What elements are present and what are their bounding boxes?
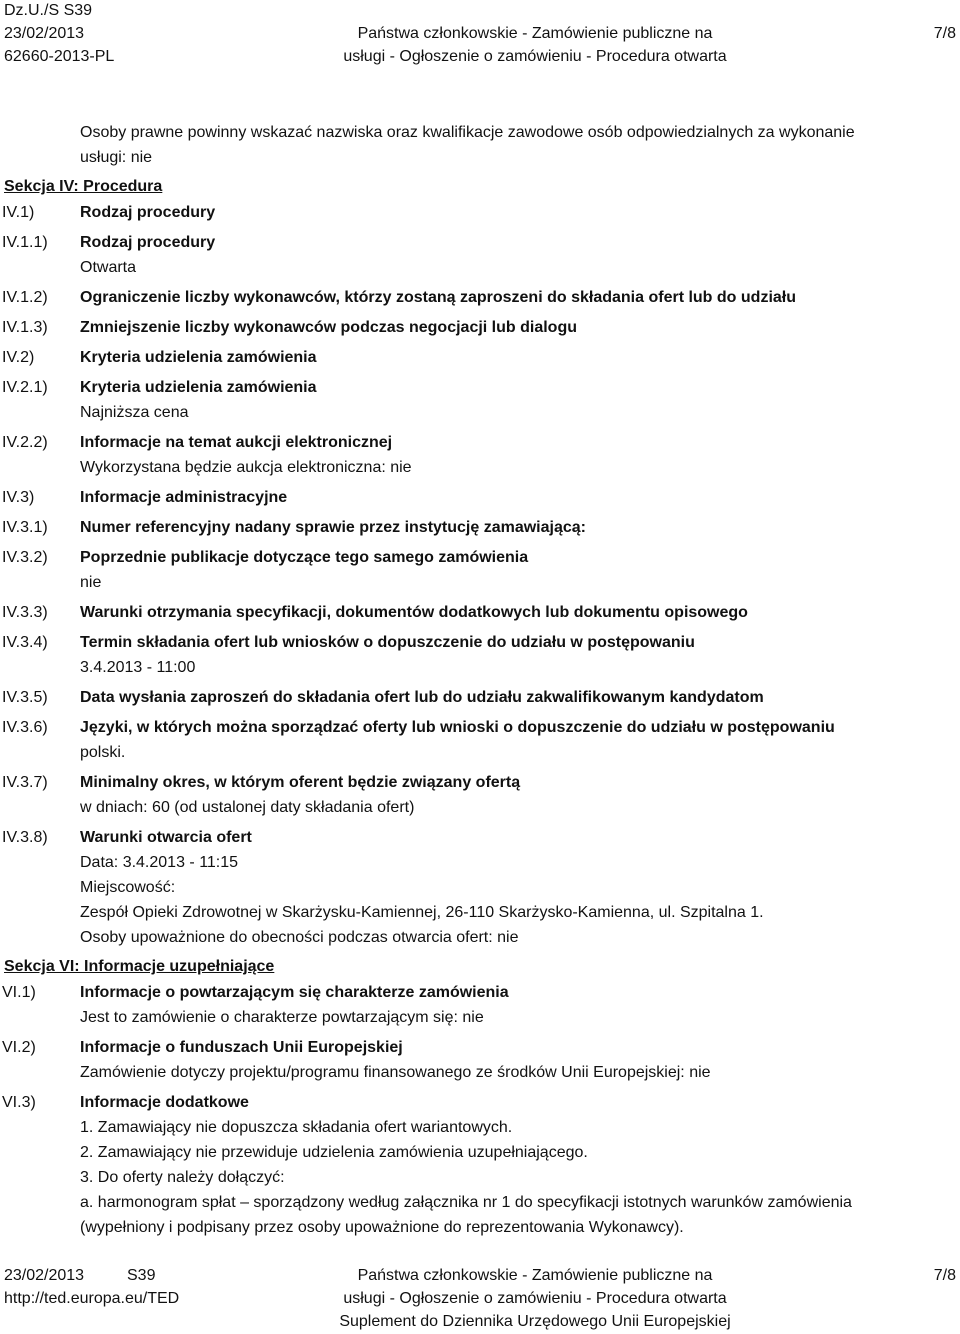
- item-heading: Kryteria udzielenia zamówienia: [80, 379, 317, 396]
- item-heading: Warunki otrzymania specyfikacji, dokumentów dodatkowych lub dokumentu opisowego: [80, 604, 748, 621]
- item-body: [80, 715, 960, 765]
- section-item: [0, 685, 960, 710]
- item-body: [80, 980, 960, 1030]
- item-number: IV.3.7): [2, 774, 48, 791]
- item-detail: 2. Zamawiający nie przewiduje udzielenia zamówienia uzupełniającego.: [80, 1144, 588, 1161]
- item-detail: (wypełniony i podpisany przez osoby upoważnione do reprezentowania Wykonawcy).: [80, 1219, 684, 1236]
- header-title-1: Państwa członkowskie - Zamówienie publiczne na: [357, 25, 713, 42]
- item-heading: Poprzednie publikacje dotyczące tego samego zamówienia: [80, 549, 529, 566]
- item-body: [80, 1035, 960, 1085]
- section-6-list: [0, 980, 960, 1240]
- item-detail: w dniach: 60 (od ustalonej daty składania ofert): [80, 799, 415, 816]
- item-number: IV.1.3): [2, 319, 48, 336]
- item-number: IV.3): [2, 489, 35, 506]
- section-item: [0, 485, 960, 510]
- header-page-number: 7/8: [933, 25, 956, 42]
- item-heading: Data wysłania zaproszeń do składania ofert lub do udziału zakwalifikowanym kandydatom: [80, 689, 764, 706]
- footer-title-1: Państwa członkowskie - Zamówienie publiczne na: [357, 1267, 713, 1284]
- footer-page-number: 7/8: [933, 1267, 956, 1284]
- item-heading: Kryteria udzielenia zamówienia: [80, 349, 317, 366]
- item-body: [80, 315, 960, 340]
- item-heading: Informacje administracyjne: [80, 489, 288, 506]
- item-number: IV.1.2): [2, 289, 48, 306]
- item-heading: Ograniczenie liczby wykonawców, którzy zostaną zaproszeni do składania ofert lub do udziału: [80, 289, 796, 306]
- item-number: IV.3.5): [2, 689, 48, 706]
- item-body: [80, 485, 960, 510]
- item-detail: a. harmonogram spłat – sporządzony według załącznika nr 1 do specyfikacji istotnych warunków zamówienia: [80, 1194, 852, 1211]
- section-item: [0, 825, 960, 950]
- item-body: [80, 230, 960, 280]
- footer-title-3: Suplement do Dziennika Urzędowego Unii Europejskiej: [339, 1313, 731, 1330]
- footer-date: 23/02/2013: [4, 1267, 85, 1284]
- section-item: [0, 375, 960, 425]
- journal-ref: Dz.U./S S39: [4, 2, 93, 19]
- footer-url: http://ted.europa.eu/TED: [4, 1290, 180, 1307]
- item-body: [80, 545, 960, 595]
- section-item: [0, 980, 960, 1030]
- item-body: [80, 345, 960, 370]
- section-item: [0, 200, 960, 225]
- section-item: [0, 345, 960, 370]
- item-number: IV.2.2): [2, 434, 48, 451]
- item-body: [80, 430, 960, 480]
- item-detail: Zamówienie dotyczy projektu/programu finansowanego ze środków Unii Europejskiej: nie: [80, 1064, 711, 1081]
- item-detail: 3. Do oferty należy dołączyć:: [80, 1169, 285, 1186]
- item-heading: Zmniejszenie liczby wykonawców podczas negocjacji lub dialogu: [80, 319, 577, 336]
- item-detail: Jest to zamówienie o charakterze powtarzającym się: nie: [80, 1009, 484, 1026]
- page-footer: [0, 1264, 960, 1334]
- section-item: [0, 515, 960, 540]
- item-detail: Najniższa cena: [80, 404, 189, 421]
- item-number: IV.1): [2, 204, 35, 221]
- section-item: [0, 630, 960, 680]
- item-number: IV.1.1): [2, 234, 48, 251]
- item-detail: 1. Zamawiający nie dopuszcza składania ofert wariantowych.: [80, 1119, 513, 1136]
- item-heading: Języki, w których można sporządzać oferty lub wnioski o dopuszczenie do udziału w postępowaniu: [80, 719, 835, 736]
- document-id: 62660-2013-PL: [4, 48, 115, 65]
- section-item: [0, 600, 960, 625]
- page-header: [0, 0, 960, 69]
- item-heading: Rodzaj procedury: [80, 204, 216, 221]
- item-detail: Otwarta: [80, 259, 137, 276]
- item-heading: Informacje o powtarzającym się charakterze zamówienia: [80, 984, 509, 1001]
- section-4-list: [0, 200, 960, 950]
- item-heading: Numer referencyjny nadany sprawie przez instytucję zamawiającą:: [80, 519, 586, 536]
- item-body: [80, 685, 960, 710]
- item-detail: Wykorzystana będzie aukcja elektroniczna: nie: [80, 459, 412, 476]
- section-6-title: Sekcja VI: Informacje uzupełniające: [4, 958, 275, 975]
- section-item: [0, 430, 960, 480]
- section-item: [0, 285, 960, 310]
- item-detail: polski.: [80, 744, 126, 761]
- item-detail: nie: [80, 574, 102, 591]
- item-detail: Zespół Opieki Zdrowotnej w Skarżysku-Kamiennej, 26-110 Skarżysko-Kamienna, ul. Szpitalna 1.: [80, 904, 764, 921]
- item-number: IV.3.4): [2, 634, 48, 651]
- item-body: [80, 825, 960, 950]
- section-item: [0, 315, 960, 340]
- intro-line-1: Osoby prawne powinny wskazać nazwiska oraz kwalifikacje zawodowe osób odpowiedzialnych za wykonanie: [80, 124, 855, 141]
- section-item: [0, 545, 960, 595]
- item-number: IV.2): [2, 349, 35, 366]
- section-item: [0, 1090, 960, 1240]
- item-body: [80, 375, 960, 425]
- item-number: IV.3.1): [2, 519, 48, 536]
- item-body: [80, 600, 960, 625]
- item-body: [80, 200, 960, 225]
- item-detail: 3.4.2013 - 11:00: [80, 659, 196, 676]
- item-heading: Termin składania ofert lub wniosków o dopuszczenie do udziału w postępowaniu: [80, 634, 695, 651]
- item-number: IV.3.3): [2, 604, 48, 621]
- section-item: [0, 230, 960, 280]
- section-item: [0, 715, 960, 765]
- item-number: IV.3.6): [2, 719, 48, 736]
- footer-title-2: usługi - Ogłoszenie o zamówieniu - Procedura otwarta: [343, 1290, 727, 1307]
- item-detail: Miejscowość:: [80, 879, 176, 896]
- document-body: [0, 120, 960, 1240]
- item-number: IV.3.2): [2, 549, 48, 566]
- item-detail: Data: 3.4.2013 - 11:15: [80, 854, 239, 871]
- item-number: IV.3.8): [2, 829, 48, 846]
- section-item: [0, 1035, 960, 1085]
- item-body: [80, 630, 960, 680]
- item-number: VI.3): [2, 1094, 36, 1111]
- header-title-2: usługi - Ogłoszenie o zamówieniu - Procedura otwarta: [343, 48, 727, 65]
- item-body: [80, 515, 960, 540]
- section-4-title: Sekcja IV: Procedura: [4, 178, 163, 195]
- item-heading: Informacje na temat aukcji elektronicznej: [80, 434, 393, 451]
- header-date: 23/02/2013: [4, 25, 85, 42]
- item-number: VI.2): [2, 1039, 36, 1056]
- intro-line-2: usługi: nie: [80, 149, 153, 166]
- intro-paragraph: [0, 120, 960, 170]
- item-heading: Minimalny okres, w którym oferent będzie związany ofertą: [80, 774, 521, 791]
- item-heading: Informacje o funduszach Unii Europejskiej: [80, 1039, 403, 1056]
- item-detail: Osoby upoważnione do obecności podczas otwarcia ofert: nie: [80, 929, 519, 946]
- item-heading: Rodzaj procedury: [80, 234, 216, 251]
- item-body: [80, 285, 960, 310]
- footer-series: S39: [127, 1267, 156, 1284]
- section-item: [0, 770, 960, 820]
- item-number: VI.1): [2, 984, 36, 1001]
- item-body: [80, 770, 960, 820]
- item-number: IV.2.1): [2, 379, 48, 396]
- item-heading: Warunki otwarcia ofert: [80, 829, 252, 846]
- item-body: [80, 1090, 960, 1240]
- item-heading: Informacje dodatkowe: [80, 1094, 249, 1111]
